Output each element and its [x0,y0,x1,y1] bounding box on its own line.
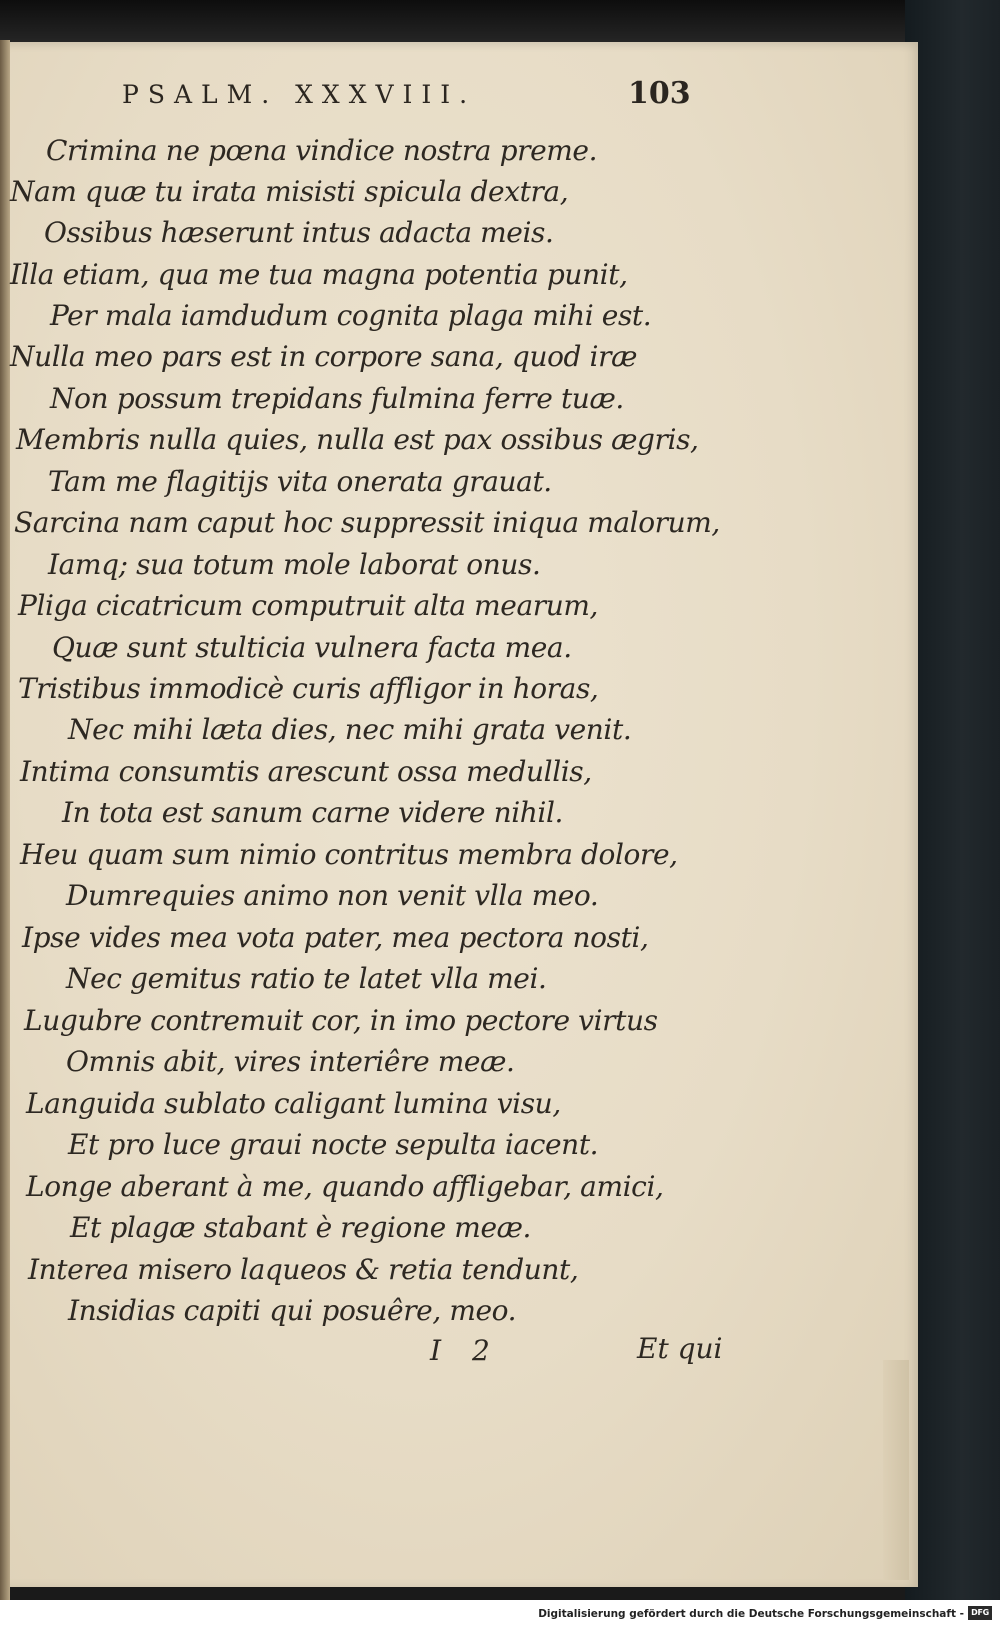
verse-line: Et pro luce graui nocte sepulta iacent. [68,1128,599,1161]
verse-line: Heu quam sum nimio contritus membra dolore, [20,838,678,871]
verse-line: Dumrequies animo non venit vlla meo. [66,879,599,912]
verse-line: Ipse vides mea vota pater, mea pectora nosti, [22,921,649,954]
verse-line: Pliga cicatricum computruit alta mearum, [18,589,599,622]
verse-line: Insidias capiti qui posuêre, meo. [68,1294,517,1327]
verse-line: Non possum trepidans fulmina ferre tuæ. [50,382,624,415]
verse-line: Ossibus hæserunt intus adacta meis. [44,216,554,249]
verse-line: In tota est sanum carne videre nihil. [62,796,564,829]
verse-line: Longe aberant à me, quando affligebar, amici, [26,1170,664,1203]
dfg-logo: DFG [968,1606,992,1620]
verse-line: Membris nulla quies, nulla est pax ossibus ægris, [16,423,699,456]
page-edge-tab [883,1360,909,1580]
catchword: Et qui [637,1332,723,1365]
verse-line: Intima consumtis arescunt ossa medullis, [20,755,592,788]
verse-line: Omnis abit, vires interiêre meæ. [66,1045,515,1078]
verse-line: Nam quæ tu irata misisti spicula dextra, [10,175,569,208]
signature-mark: I 2 [430,1334,490,1367]
verse-line: Iamq; sua totum mole laborat onus. [48,548,541,581]
verse-line: Languida sublato caligant lumina visu, [26,1087,561,1120]
verse-line: Nec gemitus ratio te latet vlla mei. [66,962,547,995]
running-head: PSALM. XXXVIII. [122,80,477,109]
verse-line: Illa etiam, qua me tua magna potentia punit, [10,258,628,291]
verse-line: Sarcina nam caput hoc suppressit iniqua malorum, [14,506,720,539]
verse-line: Per mala iamdudum cognita plaga mihi est. [50,299,652,332]
verse-line: Lugubre contremuit cor, in imo pectore virtus [24,1004,658,1037]
verse-line: Crimina ne pœna vindice nostra preme. [46,134,598,167]
page-number: 103 [628,76,691,111]
verse-line: Nulla meo pars est in corpore sana, quod iræ [10,340,638,373]
verse-line: Nec mihi læta dies, nec mihi grata venit. [68,713,632,746]
scan-top-edge [0,0,1000,44]
verse-line: Et plagæ stabant è regione meæ. [70,1211,532,1244]
verse-line: Tristibus immodicè curis affligor in horas, [18,672,599,705]
verse-line: Tam me flagitijs vita onerata grauat. [48,465,552,498]
page-gutter-edge [0,40,10,1600]
verse-line: Interea misero laqueos & retia tendunt, [28,1253,579,1286]
digitization-credit: Digitalisierung gefördert durch die Deutsche Forschungsgemeinschaft - [538,1608,964,1620]
verse-line: Quæ sunt stulticia vulnera facta mea. [52,631,572,664]
scan-background-board [905,0,1000,1600]
